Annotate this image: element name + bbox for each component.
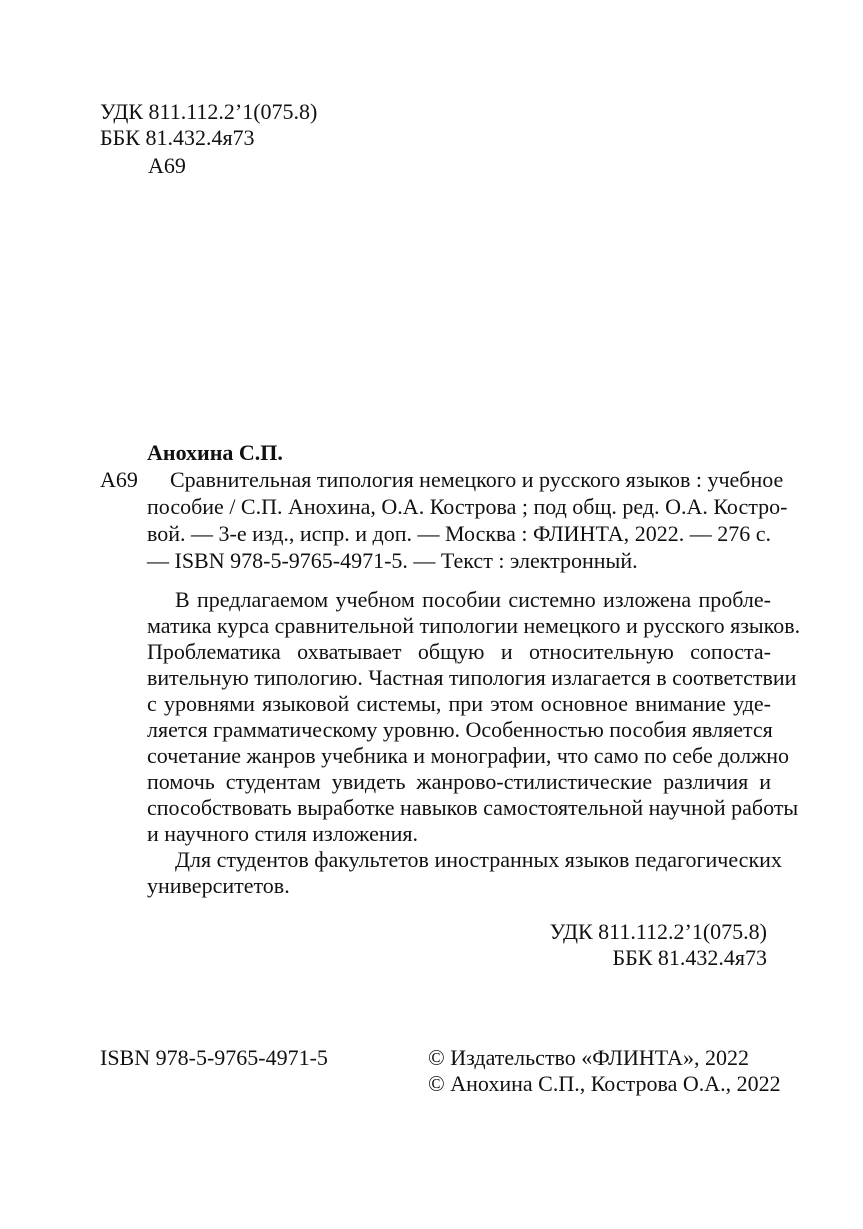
abstract-line: Для студентов факультетов иностранных языков педагогических (175, 847, 782, 872)
abstract-line: В предлагаемом учебном пособии системно изложена пробле- (175, 587, 771, 612)
catalog-description-line: вой. — 3-е изд., испр. и доп. — Москва : ФЛИНТА, 2022. — 276 с. (147, 521, 771, 546)
abstract-line: вительную типологию. Частная типология излагается в соответствии (147, 665, 797, 690)
catalog-sign: А69 (100, 467, 138, 492)
catalog-author: Анохина С.П. (147, 440, 283, 465)
abstract-line: ляется грамматическому уровню. Особенностью пособия является (147, 717, 773, 742)
isbn: ISBN 978-5-9765-4971-5 (100, 1045, 328, 1070)
abstract-line: с уровнями языковой системы, при этом основное внимание уде- (147, 691, 771, 716)
abstract-line: Проблематика охватывает общую и относительную сопоста- (147, 639, 771, 664)
bbk-code-bottom: ББК 81.432.4я73 (612, 945, 767, 970)
abstract-line: матика курса сравнительной типологии немецкого и русского языков. (147, 613, 801, 638)
abstract-line: университетов. (147, 873, 290, 898)
udk-code-top: УДК 811.112.2’1(075.8) (100, 99, 318, 124)
author-sign-top: А69 (148, 153, 186, 178)
catalog-description-line: пособие / С.П. Анохина, О.А. Кострова ; под общ. ред. О.А. Костро- (147, 494, 788, 519)
copyright-authors: © Анохина С.П., Кострова О.А., 2022 (428, 1071, 781, 1096)
abstract-line: сочетание жанров учебника и монографии, что само по себе должно (147, 743, 790, 768)
abstract-line: способствовать выработке навыков самостоятельной научной работы (147, 795, 799, 820)
catalog-description-line: — ISBN 978-5-9765-4971-5. — Текст : электронный. (147, 548, 638, 573)
bbk-code-top: ББК 81.432.4я73 (100, 125, 255, 150)
copyright-publisher: © Издательство «ФЛИНТА», 2022 (428, 1045, 749, 1070)
catalog-description-line: Сравнительная типология немецкого и русского языков : учебное (170, 467, 784, 492)
abstract-line: помочь студентам увидеть жанрово-стилистические различия и (147, 769, 771, 794)
udk-code-bottom: УДК 811.112.2’1(075.8) (549, 919, 767, 944)
abstract-line: и научного стиля изложения. (147, 821, 418, 846)
